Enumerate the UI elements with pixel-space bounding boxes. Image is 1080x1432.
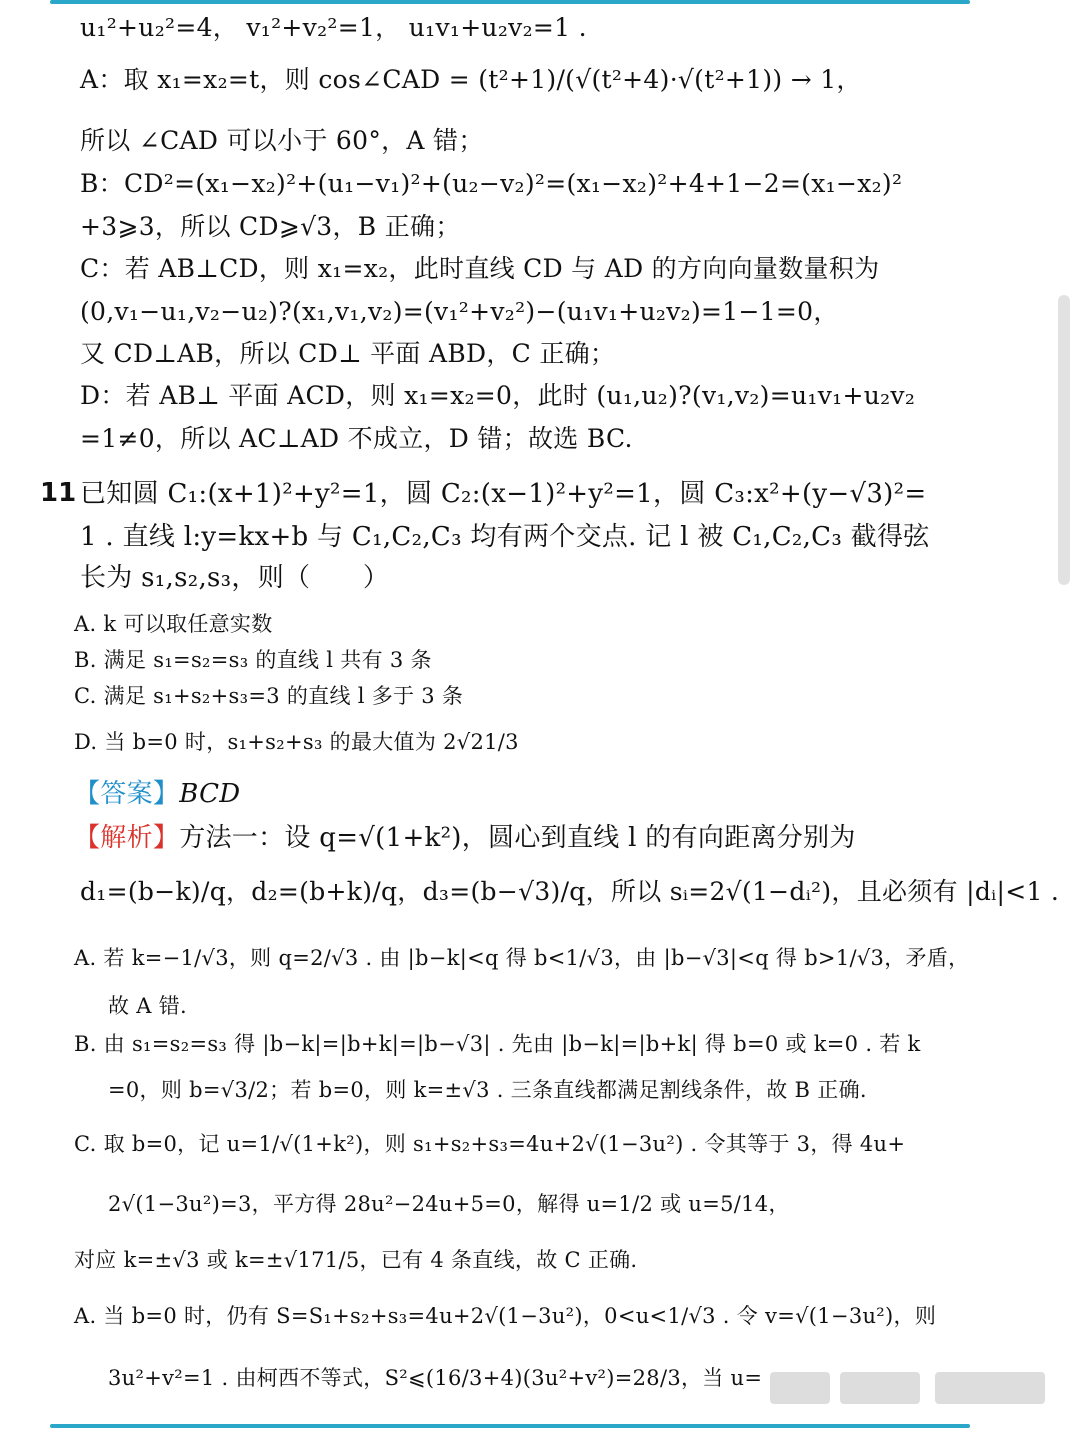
analysis-method: 方法一：设 q=√(1+k²)，圆心到直线 l 的有向距离分别为	[179, 823, 856, 853]
analysis-b-line: =0，则 b=√3/2；若 b=0，则 k=±√3 . 三条直线都满足割线条件，故 B 正确.	[108, 1078, 867, 1102]
option-b: B. 满足 s₁=s₂=s₃ 的直线 l 共有 3 条	[74, 648, 432, 672]
watermark-blur	[935, 1372, 1045, 1404]
prev-solution-line: +3⩾3，所以 CD⩾√3，B 正确；	[80, 212, 461, 241]
analysis-line	[74, 822, 856, 854]
analysis-c-line: 对应 k=±√3 或 k=±√171/5，已有 4 条直线，故 C 正确.	[74, 1248, 638, 1272]
answer-line	[74, 778, 240, 810]
prev-solution-line: D：若 AB⊥ 平面 ACD，则 x₁=x₂=0，此时 (u₁,u₂)?(v₁,v₂)=u₁v₁+u₂v₂	[80, 381, 916, 410]
question-number: 11	[40, 478, 77, 508]
analysis-tag: 【解析】	[74, 823, 180, 853]
question-stem-line: 1 . 直线 l:y=kx+b 与 C₁,C₂,C₃ 均有两个交点. 记 l 被 C₁,C₂,C₃ 截得弦	[80, 522, 930, 552]
prev-solution-line: B：CD²=(x₁−x₂)²+(u₁−v₁)²+(u₂−v₂)²=(x₁−x₂)²+4+1−2=(x₁−x₂)²	[80, 169, 903, 198]
prev-solution-line: C：若 AB⊥CD，则 x₁=x₂，此时直线 CD 与 AD 的方向向量数量积为	[80, 254, 880, 283]
question-stem-line: 已知圆 C₁:(x+1)²+y²=1，圆 C₂:(x−1)²+y²=1，圆 C₃:x²+(y−√3)²=	[80, 479, 927, 509]
prev-solution-line: =1≠0，所以 AC⊥AD 不成立，D 错；故选 BC.	[80, 424, 633, 453]
analysis-b-line: B. 由 s₁=s₂=s₃ 得 |b−k|=|b+k|=|b−√3| . 先由 |b−k|=|b+k| 得 b=0 或 k=0 . 若 k	[74, 1032, 921, 1056]
prev-solution-line: u₁²+u₂²=4， v₁²+v₂²=1， u₁v₁+u₂v₂=1 .	[80, 13, 587, 42]
analysis-c-line: 2√(1−3u²)=3，平方得 28u²−24u+5=0，解得 u=1/2 或 u=5/14，	[108, 1192, 790, 1216]
analysis-distance-line: d₁=(b−k)/q，d₂=(b+k)/q，d₃=(b−√3)/q，所以 sᵢ=2√(1−dᵢ²)，且必须有 |dᵢ|<1 .	[80, 877, 1060, 906]
scrollbar[interactable]	[1058, 295, 1070, 585]
option-a: A. k 可以取任意实数	[74, 612, 273, 636]
top-divider	[50, 0, 970, 4]
watermark-blur	[770, 1372, 830, 1404]
prev-solution-line: (0,v₁−u₁,v₂−u₂)?(x₁,v₁,v₂)=(v₁²+v₂²)−(u₁v₁+u₂v₂)=1−1=0，	[80, 297, 839, 326]
analysis-a-line: A. 若 k=−1/√3，则 q=2/√3 . 由 |b−k|<q 得 b<1/√3，由 |b−√3|<q 得 b>1/√3，矛盾，	[74, 946, 970, 970]
prev-solution-line: A：取 x₁=x₂=t，则 cos∠CAD = (t²+1)/(√(t²+4)·√(t²+1)) → 1，	[80, 65, 862, 94]
bottom-divider	[50, 1424, 970, 1428]
analysis-d-line: 3u²+v²=1 . 由柯西不等式，S²⩽(16/3+4)(3u²+v²)=28/3，当 u=	[108, 1366, 763, 1390]
analysis-a-line: 故 A 错.	[108, 994, 187, 1018]
analysis-c-line: C. 取 b=0，记 u=1/√(1+k²)，则 s₁+s₂+s₃=4u+2√(1−3u²) . 令其等于 3，得 4u+	[74, 1132, 906, 1156]
option-c: C. 满足 s₁+s₂+s₃=3 的直线 l 多于 3 条	[74, 684, 464, 708]
prev-solution-line: 所以 ∠CAD 可以小于 60°，A 错；	[80, 126, 484, 155]
watermark-blur	[840, 1372, 920, 1404]
prev-solution-line: 又 CD⊥AB，所以 CD⊥ 平面 ABD，C 正确；	[80, 339, 616, 368]
analysis-d-line: A. 当 b=0 时，仍有 S=S₁+s₂+s₃=4u+2√(1−3u²)，0<u<1/√3 . 令 v=√(1−3u²)，则	[74, 1304, 937, 1328]
answer-value: BCD	[179, 779, 241, 809]
option-d: D. 当 b=0 时，s₁+s₂+s₃ 的最大值为 2√21/3	[74, 730, 519, 754]
answer-tag: 【答案】	[74, 779, 180, 809]
question-stem-line: 长为 s₁,s₂,s₃，则（ ）	[80, 563, 390, 593]
